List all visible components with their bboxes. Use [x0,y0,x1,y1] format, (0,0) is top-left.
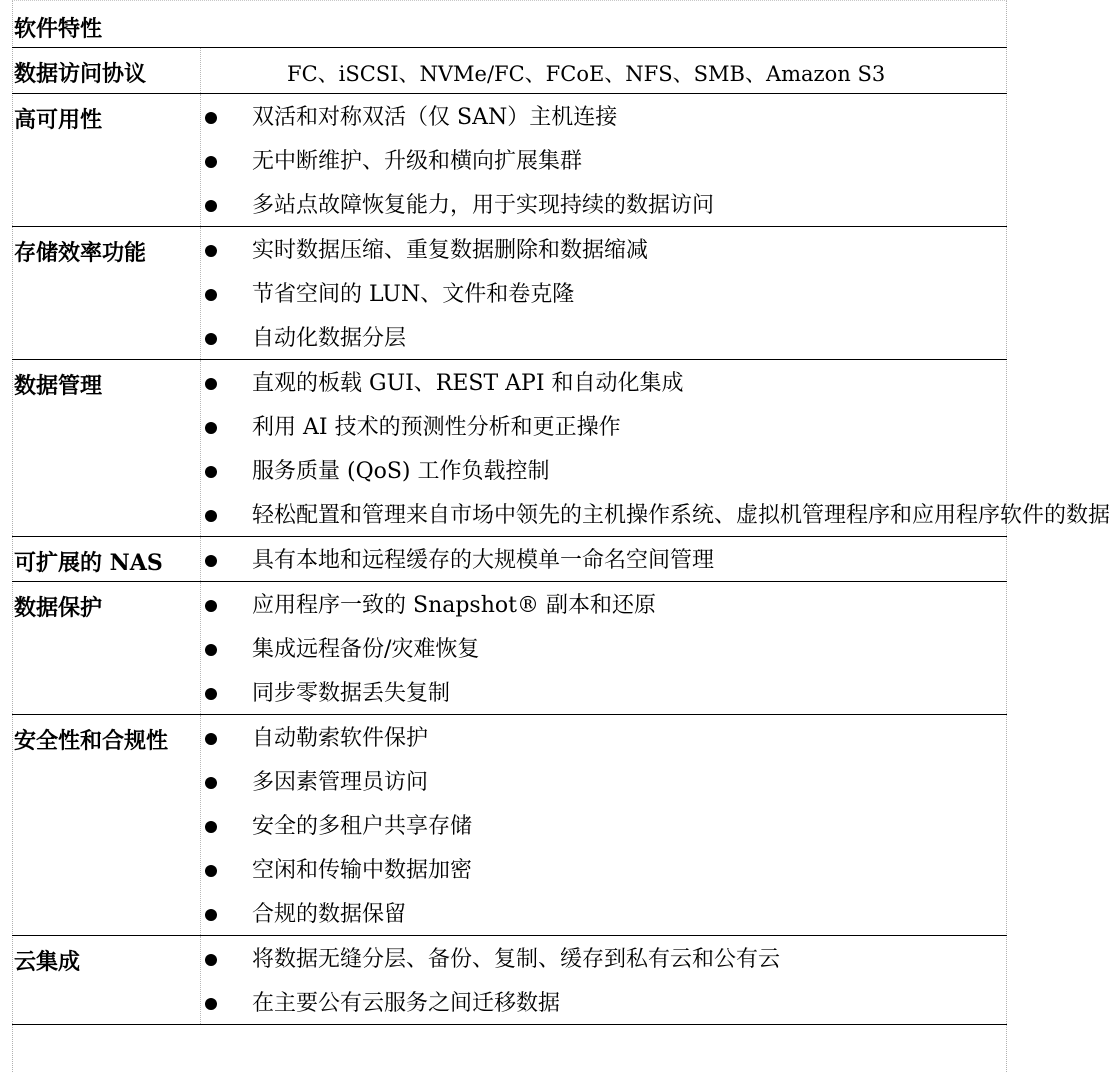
feature-row [12,360,1110,537]
feature-table [12,0,1110,1025]
feature-category-label: 数据保护 [14,595,103,621]
feature-item [200,980,1007,1024]
feature-item [200,271,1007,315]
bullet-icon [205,333,217,345]
feature-item [200,492,1110,536]
feature-item-text: 安全的多租户共享存储 [252,814,473,839]
feature-item-text: 服务质量 (QoS) 工作负载控制 [252,459,550,484]
feature-item-text: 轻松配置和管理来自市场中领先的主机操作系统、虚拟机管理程序和应用程序软件的数据 [252,503,1110,528]
bullet-icon [205,821,217,833]
feature-row [12,227,1007,360]
feature-item-list [200,715,1007,935]
feature-item [200,404,1007,448]
feature-item [200,537,1007,581]
feature-item [200,759,1007,803]
bullet-icon [205,998,217,1010]
feature-item-text: 将数据无缝分层、备份、复制、缓存到私有云和公有云 [252,947,781,972]
bullet-icon [205,909,217,921]
feature-item-text: 合规的数据保留 [252,902,407,927]
table-title-row [12,0,1007,48]
table-title: 软件特性 [14,16,103,42]
bullet-icon [205,644,217,656]
feature-row [12,936,1007,1025]
feature-item-text: 直观的板载 GUI、REST API 和自动化集成 [252,371,684,396]
bullet-icon [205,378,217,390]
bullet-icon [205,112,217,124]
feature-row [12,537,1007,582]
feature-category-label: 云集成 [14,949,81,975]
feature-item-text: 双活和对称双活（仅 SAN）主机连接 [252,105,618,130]
feature-item-list [200,537,1007,581]
column-divider [200,48,201,93]
feature-item-text: 同步零数据丢失复制 [252,681,451,706]
bullet-icon [205,688,217,700]
feature-sections [12,94,1110,1025]
feature-item [200,138,1007,182]
bullet-icon [205,289,217,301]
feature-category-label: 高可用性 [14,107,103,133]
feature-item-text: 自动勒索软件保护 [252,726,429,751]
bullet-icon [205,954,217,966]
feature-item-text: 利用 AI 技术的预测性分析和更正操作 [252,415,621,440]
feature-item [200,670,1007,714]
feature-item [200,182,1007,226]
protocol-label: 数据访问协议 [14,61,147,87]
bullet-icon [205,466,217,478]
feature-item-text: 具有本地和远程缓存的大规模单一命名空间管理 [252,548,715,573]
feature-item [200,582,1007,626]
feature-item-text: 应用程序一致的 Snapshot® 副本和还原 [252,593,656,618]
feature-row [12,715,1007,936]
feature-item-text: 无中断维护、升级和横向扩展集群 [252,149,583,174]
feature-item-text: 自动化数据分层 [252,326,407,351]
feature-item-text: 多站点故障恢复能力，用于实现持续的数据访问 [252,193,715,218]
feature-row [12,582,1007,715]
bullet-icon [205,200,217,212]
protocol-value: FC、iSCSI、NVMe/FC、FCoE、NFS、SMB、Amazon S3 [287,62,886,86]
bullet-icon [205,600,217,612]
feature-item-text: 集成远程备份/灾难恢复 [252,637,480,662]
feature-category-label: 安全性和合规性 [14,728,169,754]
protocol-row [12,48,1007,94]
feature-item-text: 实时数据压缩、重复数据删除和数据缩减 [252,238,649,263]
feature-item-text: 空闲和传输中数据加密 [252,858,473,883]
bullet-icon [205,245,217,257]
feature-item [200,94,1007,138]
feature-item-text: 节省空间的 LUN、文件和卷克隆 [252,282,575,307]
feature-item-list [200,582,1007,714]
feature-item [200,715,1007,759]
bullet-icon [205,733,217,745]
feature-item-text: 在主要公有云服务之间迁移数据 [252,991,561,1016]
feature-item [200,315,1007,359]
feature-item [200,891,1007,935]
feature-category-label: 存储效率功能 [14,240,147,266]
feature-item [200,936,1007,980]
feature-item-list [200,360,1110,536]
feature-item [200,803,1007,847]
feature-item [200,448,1007,492]
bullet-icon [205,777,217,789]
feature-item [200,626,1007,670]
bullet-icon [205,555,217,567]
feature-item-list [200,94,1007,226]
bullet-icon [205,156,217,168]
feature-item-text: 多因素管理员访问 [252,770,429,795]
bullet-icon [205,422,217,434]
feature-category-label: 可扩展的 NAS [14,550,163,576]
feature-item [200,360,1007,404]
bullet-icon [205,865,217,877]
feature-item [200,227,1007,271]
feature-item-list [200,227,1007,359]
feature-row [12,94,1007,227]
feature-category-label: 数据管理 [14,373,103,399]
bullet-icon [205,510,217,522]
feature-item [200,847,1007,891]
feature-item-list [200,936,1007,1024]
